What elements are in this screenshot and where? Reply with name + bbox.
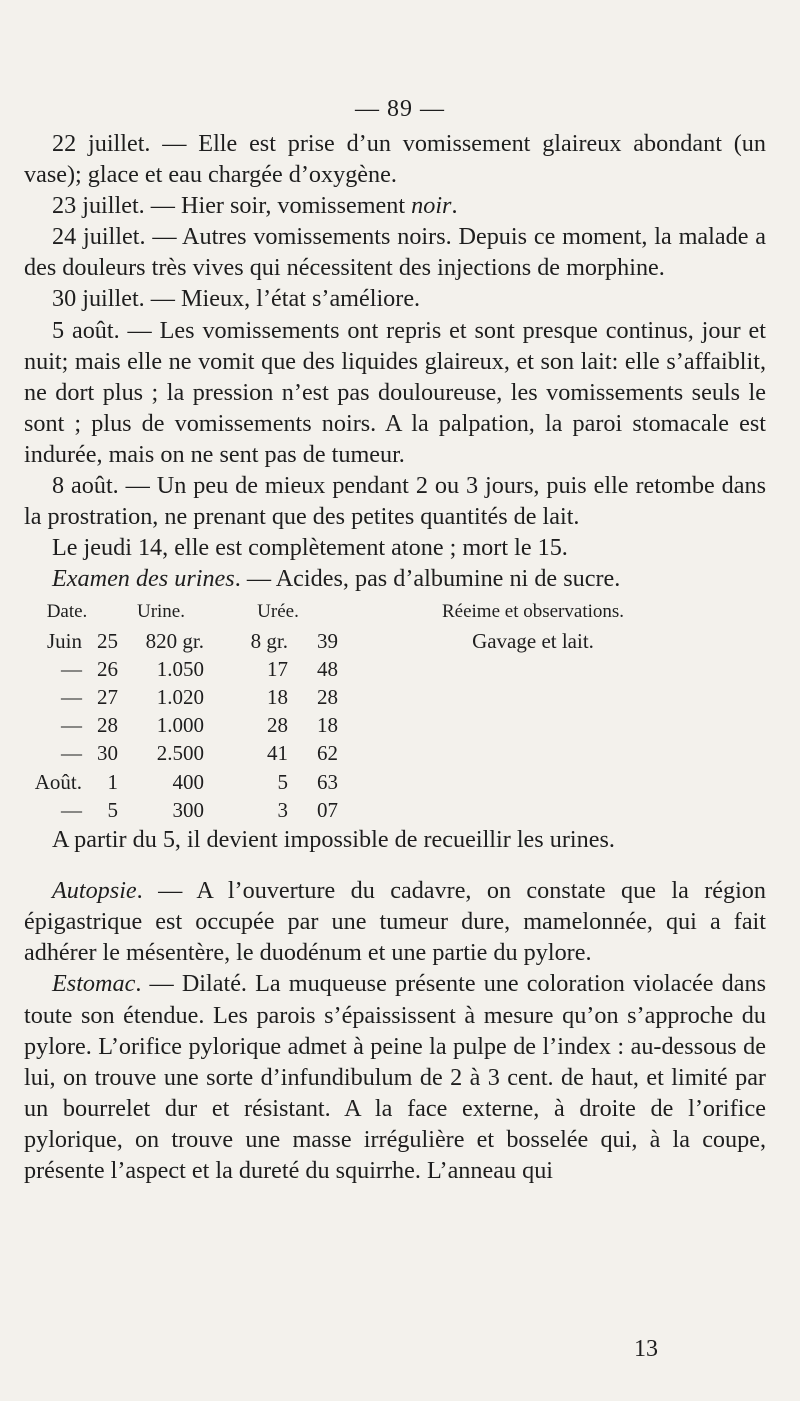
section-title: Autopsie xyxy=(52,877,137,905)
cell-urine: 300 xyxy=(172,797,204,822)
cell-urine: 1.020 xyxy=(156,685,204,710)
cell-regime: Gavage et lait. xyxy=(472,628,594,653)
cell-day: 1 xyxy=(107,769,118,794)
entry-date: 22 juillet. xyxy=(52,130,151,157)
entry-emphasis: noir xyxy=(411,192,452,220)
cell-uree-decimals: 39 xyxy=(317,628,338,653)
cell-uree-decimals: 18 xyxy=(317,713,338,738)
table-row xyxy=(24,768,698,796)
cell-uree-grams: 5 xyxy=(277,769,288,794)
paragraph-estomac xyxy=(24,968,766,1186)
cell-uree-decimals: 07 xyxy=(317,797,338,822)
entry-text: — Elle est prise d’un vomissement glaireux abondant (un vase); glace et eau chargée d’oxygène. xyxy=(24,130,766,189)
cell-uree-grams: 28 xyxy=(267,713,288,738)
paragraph-23-juillet xyxy=(24,190,766,221)
urine-table xyxy=(24,598,698,824)
header-urine: Urine. xyxy=(136,601,185,623)
cell-uree-grams: 41 xyxy=(267,741,288,766)
header-regime: Réeime et observations. xyxy=(441,601,625,623)
section-text: . — Dilaté. La muqueuse présente une coloration violacée dans toute son étendue. Les parois s’épaississent à mesure qu’on s’approche du pylore. L’orifice pylorique admet à peine la pulpe de l’index : au-dessous de lui, on trouve une sorte d’infundibulum de 2 à 3 cent. de haut, et limité par un bourrelet dur et résistant. A la face externe, à droite de l’orifice pylorique, on trouve une masse irrégulière et bosselée qui, à la coupe, présente l’aspect et la dureté du squirrhe. L’anneau qui xyxy=(24,970,766,1184)
paragraph-22-juillet xyxy=(24,128,766,190)
cell-uree-grams: 3 xyxy=(277,797,288,822)
entry-text: Le jeudi 14, elle est complètement atone ; mort le 15. xyxy=(52,534,568,562)
cell-uree-decimals: 28 xyxy=(317,685,338,710)
cell-month: — xyxy=(61,685,82,710)
paragraph-jeudi-14 xyxy=(24,532,766,563)
page-number: — 89 — xyxy=(355,96,445,122)
entry-date: 30 juillet. xyxy=(52,285,145,313)
cell-urine: 2.500 xyxy=(156,741,204,766)
section-title: Estomac xyxy=(52,970,136,998)
cell-urine: 1.050 xyxy=(156,656,204,681)
cell-regime xyxy=(338,739,698,767)
cell-uree-decimals: 62 xyxy=(317,741,338,766)
cell-month: — xyxy=(61,713,82,738)
entry-text: — Les vomissements ont repris et sont presque continus, jour et nuit; mais elle ne vomit que des liquides glaireux, et son lait: elle s’affaiblit, ne dort plus ; la pression n’est pas douloureuse, les vomissements seuls le sont ; plus de vomissements noirs. A la palpation, la paroi stomacale est indurée, mais on ne sent pas de tumeur. xyxy=(24,316,766,468)
signature-mark: 13 xyxy=(634,1336,658,1362)
cell-regime xyxy=(338,683,698,711)
entry-date: 8 août. xyxy=(52,472,119,500)
cell-urine: 400 xyxy=(172,769,204,794)
cell-day: 26 xyxy=(97,656,118,681)
cell-uree-grams: 18 xyxy=(267,685,288,710)
cell-regime xyxy=(338,768,698,796)
paragraph-after-table: A partir du 5, il devient impossible de recueillir les urines. xyxy=(52,826,615,854)
cell-day: 30 xyxy=(97,741,118,766)
paragraph-24-juillet xyxy=(24,221,766,283)
cell-month: — xyxy=(61,797,82,822)
paragraph-examen-urines xyxy=(24,563,766,594)
cell-month: — xyxy=(61,656,82,681)
paragraph-30-juillet xyxy=(24,283,766,314)
entry-date: 23 juillet. xyxy=(52,192,145,220)
section-title: Examen des urines xyxy=(52,565,235,593)
cell-uree-decimals: 48 xyxy=(317,656,338,681)
page-body xyxy=(24,128,766,1186)
table-row xyxy=(24,711,698,739)
cell-regime xyxy=(338,711,698,739)
header-uree: Urée. xyxy=(257,601,299,623)
cell-month: Août. xyxy=(34,769,82,794)
table-row xyxy=(24,739,698,767)
table-row xyxy=(24,683,698,711)
cell-urine: 1.000 xyxy=(156,713,204,738)
table-row xyxy=(24,655,698,683)
entry-text: — Un peu de mieux pendant 2 ou 3 jours, puis elle retombe dans la prostration, ne prenant que des petites quantités de lait. xyxy=(24,472,766,531)
table-row xyxy=(24,627,698,655)
cell-month: — xyxy=(61,741,82,766)
paragraph-5-aout xyxy=(24,315,766,470)
cell-day: 27 xyxy=(97,685,118,710)
entry-tail: . xyxy=(451,192,458,220)
entry-date: 5 août. xyxy=(52,316,120,344)
cell-month: Juin xyxy=(46,628,82,653)
cell-urine: 820 gr. xyxy=(145,628,204,653)
entry-date: 24 juillet. xyxy=(52,223,146,251)
section-text: . — A l’ouverture du cadavre, on constate que la région épigastrique est occupée par une tumeur dure, mamelonnée, qui a fait adhérer le mésentère, le duodénum et une partie du pylore. xyxy=(24,877,766,967)
entry-text: — Hier soir, vomissement xyxy=(144,192,412,220)
entry-text: — Autres vomissements noirs. Depuis ce moment, la malade a des douleurs très vives qui nécessitent des injections de morphine. xyxy=(24,223,766,282)
paragraph-8-aout xyxy=(24,470,766,532)
cell-regime xyxy=(338,796,698,824)
cell-regime xyxy=(338,655,698,683)
cell-uree-grams: 8 gr. xyxy=(250,628,288,653)
cell-uree-grams: 17 xyxy=(267,656,288,681)
table-row xyxy=(24,796,698,824)
section-text: . — Acides, pas d’albumine ni de sucre. xyxy=(234,565,621,593)
table-header-row xyxy=(24,598,698,626)
cell-day: 28 xyxy=(97,713,118,738)
header-date: Date. xyxy=(46,601,88,623)
cell-day: 25 xyxy=(97,628,118,653)
cell-uree-decimals: 63 xyxy=(317,769,338,794)
paragraph-autopsie xyxy=(24,875,766,968)
entry-text: — Mieux, l’état s’améliore. xyxy=(144,285,421,313)
cell-day: 5 xyxy=(107,797,118,822)
